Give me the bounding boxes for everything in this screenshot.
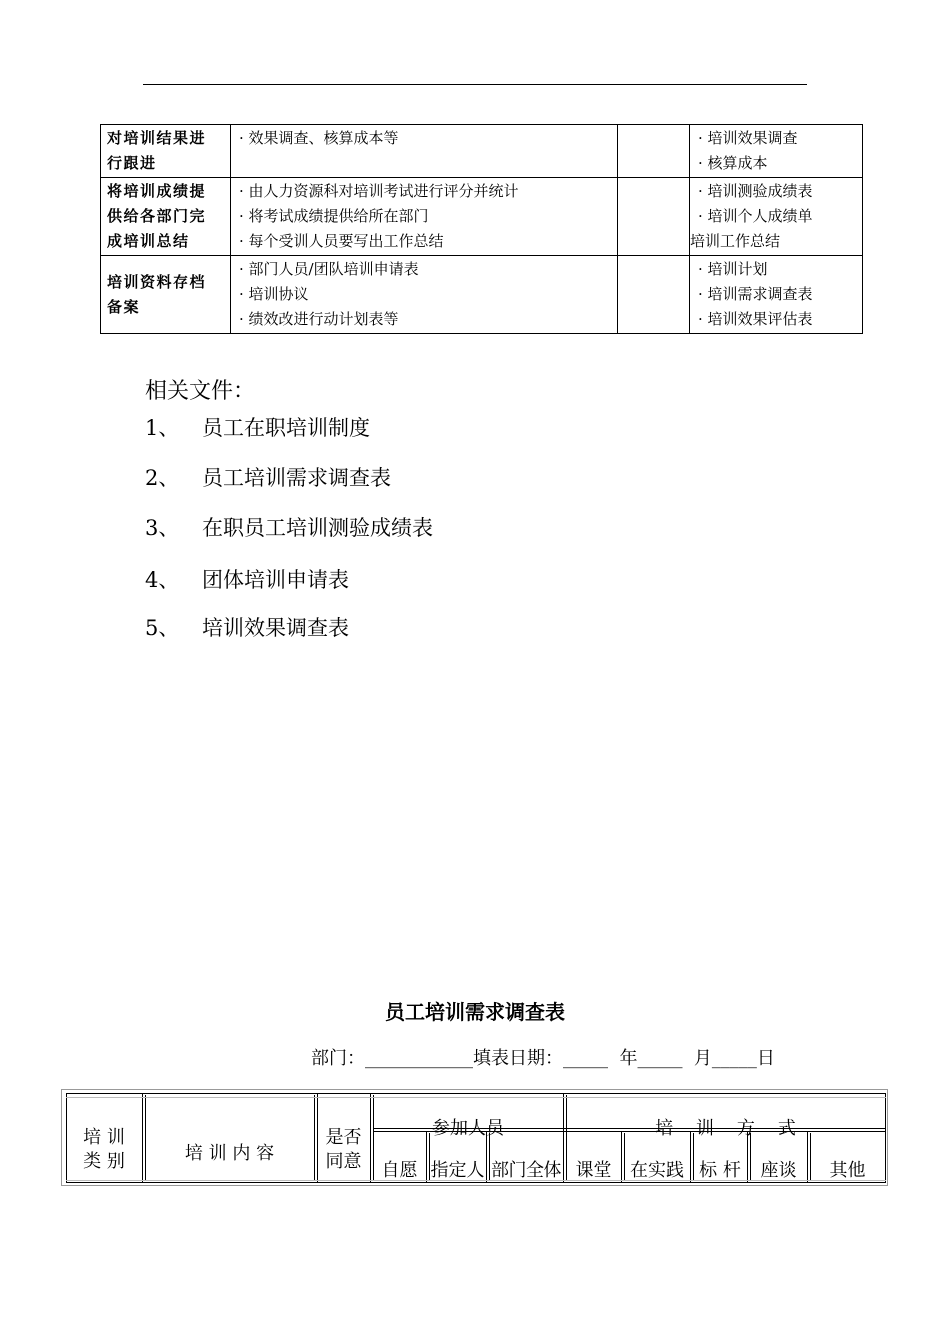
- related-file-item: 3、 在职员工培训测验成绩表: [145, 516, 433, 540]
- header-agree: 是否 同意: [325, 1127, 362, 1172]
- table-row: [101, 125, 863, 178]
- header-method: 培 训 方 式: [655, 1118, 796, 1139]
- grid-line: [370, 1093, 371, 1183]
- header-practice: 在实践: [630, 1160, 684, 1181]
- process-table: [100, 124, 863, 334]
- header-content: 培 训 内 容: [184, 1143, 275, 1164]
- grid-line: [621, 1131, 622, 1183]
- header-participants: 参加人员: [432, 1118, 504, 1139]
- form-title: 员工培训需求调查表: [385, 1000, 565, 1024]
- related-files-title: 相关文件：: [145, 379, 256, 404]
- related-file-item: 2、 员工培训需求调查表: [145, 466, 391, 490]
- actions-cell: · 效果调查、核算成本等: [231, 125, 618, 178]
- documents-cell: · 培训效果调查 · 核算成本: [690, 125, 863, 178]
- grid-line: [314, 1095, 315, 1181]
- grid-line: [66, 1097, 886, 1098]
- grid-line: [142, 1093, 143, 1183]
- related-file-item: 1、 员工在职培训制度: [145, 416, 370, 440]
- related-file-item: 4、 团体培训申请表: [145, 568, 349, 592]
- table-row: [101, 178, 863, 256]
- grid-line: [426, 1131, 427, 1183]
- step-cell: 对培训结果进 行跟进: [101, 125, 231, 178]
- responsible-cell: [618, 125, 690, 178]
- grid-line: [563, 1093, 564, 1183]
- header-rule: [143, 84, 807, 85]
- header-benchmark: 标 杆: [699, 1160, 741, 1181]
- step-cell: 将培训成绩提 供给各部门完 成培训总结: [101, 178, 231, 256]
- responsible-cell: [618, 178, 690, 256]
- header-voluntary: 自愿: [381, 1160, 418, 1181]
- header-discussion: 座谈: [760, 1160, 797, 1181]
- related-file-item: 5、 培训效果调查表: [145, 616, 349, 640]
- actions-cell: · 部门人员/团队培训申请表 · 培训协议 · 绩效改进行动计划表等: [231, 256, 618, 334]
- table-row: [101, 256, 863, 334]
- documents-cell: · 培训测验成绩表 · 培训个人成绩单 培训工作总结: [690, 178, 863, 256]
- responsible-cell: [618, 256, 690, 334]
- header-other: 其他: [829, 1160, 866, 1181]
- header-classroom: 课堂: [575, 1160, 612, 1181]
- documents-cell: · 培训计划 · 培训需求调查表 · 培训效果评估表: [690, 256, 863, 334]
- form-meta-line: 部门：____________填表日期：_____ 年_____ 月_____日: [311, 1048, 775, 1069]
- step-cell: 培训资料存档 备案: [101, 256, 231, 334]
- grid-line: [807, 1131, 808, 1183]
- grid-line: [145, 1095, 146, 1181]
- header-designated: 指定人: [430, 1160, 485, 1181]
- actions-cell: · 由人力资源科对培训考试进行评分并统计 · 将考试成绩提供给所在部门 · 每个受训人员要写出工作总结: [231, 178, 618, 256]
- header-category: 培 训 类 别: [83, 1127, 125, 1172]
- header-whole-dept: 部门全体: [491, 1160, 561, 1181]
